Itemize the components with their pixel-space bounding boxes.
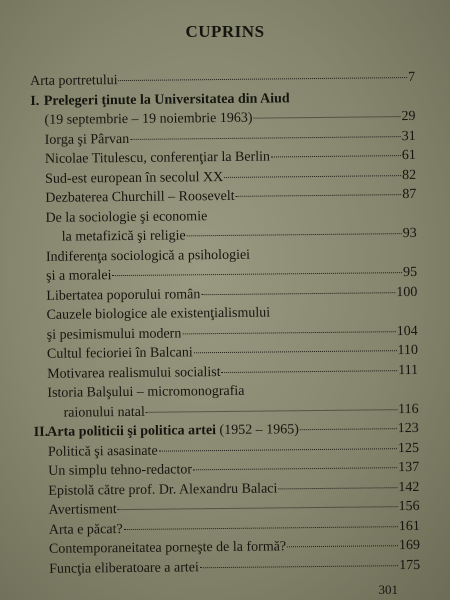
toc-entry-page: 82	[402, 167, 417, 183]
section-number: II.	[33, 424, 49, 440]
toc-entry-title-line: Istoria Balşului – micromonografia	[47, 383, 245, 401]
toc-entry-page: 31	[401, 128, 416, 144]
section-number: I.	[30, 93, 40, 109]
toc-entry-page: 100	[396, 284, 418, 300]
toc-entry-page: 123	[397, 420, 419, 437]
dot-leader	[253, 115, 400, 119]
toc-entry-page: 142	[398, 479, 420, 495]
toc-entry-title: Arta portretului	[30, 73, 118, 89]
dot-leader	[278, 486, 397, 489]
dot-leader	[119, 76, 408, 81]
table-of-contents	[30, 68, 420, 579]
toc-entry-page: 61	[401, 147, 416, 164]
toc-entry-title: Un simplu tehno-redactor	[48, 462, 193, 479]
toc-entry-title: Libertatea poporului român	[46, 286, 201, 304]
toc-entry-title: Sud-est european în secolul XX	[45, 169, 224, 187]
toc-entry-title: Contemporaneitatea porneşte de la formă?	[48, 539, 287, 557]
dot-leader	[194, 349, 397, 353]
dot-leader	[200, 564, 398, 568]
dot-leader	[124, 525, 398, 530]
toc-entry-title: şi pesimismului modern	[46, 325, 182, 343]
dot-leader	[300, 427, 397, 430]
toc-entry-title: Politică şi asasinate	[47, 443, 158, 460]
toc-entry-title: Motivarea realismului socialist	[47, 364, 221, 382]
dot-leader	[112, 271, 402, 276]
dot-leader	[118, 505, 398, 510]
toc-entry-title: Dezbaterea Churchill – Roosevelt	[45, 188, 235, 206]
toc-entry-title: la metafizică şi religie	[61, 228, 186, 245]
dot-leader	[287, 544, 398, 547]
toc-entry-page: 156	[398, 498, 420, 515]
toc-entry-title: Avertisment	[48, 502, 117, 518]
dot-leader	[236, 193, 402, 197]
page-number: 301	[378, 582, 398, 597]
toc-entry-page: 7	[408, 69, 416, 86]
dot-leader	[193, 466, 397, 470]
dot-leader	[224, 174, 401, 178]
dot-leader	[130, 135, 401, 140]
toc-entry-title: Cultul fecioriei în Balcani	[46, 345, 193, 362]
toc-entry-title: Funcţia eliberatoare a artei	[49, 559, 199, 577]
toc-entry-page: 161	[398, 518, 420, 534]
toc-entry-page: 111	[398, 362, 419, 378]
toc-entry-page: 175	[399, 557, 421, 573]
dot-leader	[182, 330, 395, 334]
toc-entry-page: 125	[397, 440, 420, 456]
toc-entry-page: 87	[402, 186, 417, 203]
section-title: Arta politicii şi politica artei	[47, 423, 217, 440]
dot-leader	[222, 369, 398, 373]
dot-leader	[271, 154, 401, 157]
toc-entry-page: 110	[397, 342, 419, 359]
dot-leader	[187, 232, 402, 236]
page-title: CUPRINS	[185, 22, 265, 41]
toc-entry-title: Nicolae Titulescu, conferenţiar la Berlin	[44, 149, 271, 167]
toc-entry-title: Iorga şi Pârvan	[44, 131, 130, 148]
dot-leader	[146, 408, 397, 413]
dot-leader	[201, 291, 395, 295]
section-dates: (1952 – 1965)	[215, 422, 299, 439]
toc-entry-title-line: Indiferenţa sociologică a psihologiei	[45, 247, 251, 265]
toc-entry-title-line: De la sociologie şi economie	[45, 208, 208, 226]
toc-entry-page: 137	[398, 459, 420, 476]
toc-entry-page: 93	[402, 225, 417, 242]
toc-entry-title: Arta e păcat?	[48, 521, 123, 538]
toc-entry-page: 116	[397, 401, 419, 417]
toc-entry-page: 29	[401, 108, 416, 125]
section-title: Prelegeri ţinute la Universitatea din Aiud	[43, 90, 290, 109]
toc-entry-title: raionului natal	[63, 404, 145, 421]
toc-entry-title-line: Cauzele biologice ale existenţialismului	[46, 305, 271, 323]
toc-entry-title: Epistolă către prof. Dr. Alexandru Balaci	[48, 480, 278, 499]
toc-entry-title: şi a moralei	[46, 268, 112, 284]
toc-entry-page: 95	[403, 264, 418, 281]
toc-entry	[35, 555, 420, 579]
toc-entry-title: (19 septembrie – 19 noiembrie 1963)	[44, 110, 253, 128]
toc-entry-page: 104	[396, 323, 418, 339]
toc-entry-page: 169	[398, 537, 421, 554]
dot-leader	[159, 447, 397, 451]
